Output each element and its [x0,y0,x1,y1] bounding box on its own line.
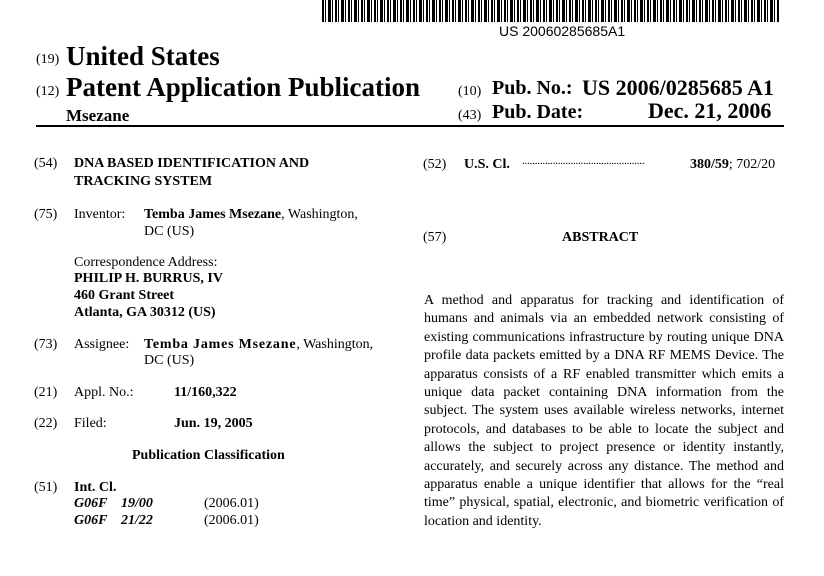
inventor-location-2: DC (US) [144,224,195,239]
uscl-value [690,157,775,173]
pub-no: US 2006/0285685 A1 [582,75,774,100]
filed-label: Filed: [74,416,107,431]
uscl-label: U.S. Cl. [464,157,510,172]
intcl-class-2: G06F [74,513,108,528]
abstract-text: A method and apparatus for tracking and identification of humans and animals via an embedded network consisting of existing communications infrastructure by routing unique DNA profile data packets emitted by a DNA RF MEMS Device. The apparatus consists of a RF enabled transmitter which emits a unique data packet containing DNA information from the subject. The system uses available wireless networks, internet protocols, and databases to be able to locate the subject and allows the subject to project presence or identity instantly, accurately, and securely across any distance. The method and apparatus enable a unique identifier that allows for the “real time” physical, spatial, electronic, and biometric verification of location and identity. [424,293,784,529]
intcl-label: Int. Cl. [74,480,117,495]
inventor-location: , Washington, [281,207,358,222]
correspondence-name: PHILIP H. BURRUS, IV [74,271,223,286]
title-line-1: DNA BASED IDENTIFICATION AND [74,156,310,171]
country-code: (19) [36,52,60,67]
correspondence-label: Correspondence Address: [74,255,218,270]
inventor-label: Inventor: [74,207,126,222]
correspondence-street: 460 Grant Street [74,288,175,303]
assignee-location: , Washington, [296,337,374,352]
appl-label: Appl. No.: [74,385,134,400]
intcl-code: (51) [34,480,58,495]
inventor-surname: Msezane [66,106,130,125]
appl-number: 11/160,322 [174,385,237,400]
header-rule [36,125,784,127]
pub-date: Dec. 21, 2006 [648,98,772,123]
assignee-location-2: DC (US) [144,353,195,368]
assignee-entry [144,337,392,353]
abstract-code: (57) [423,230,447,245]
pub-type-code: (12) [36,84,60,99]
correspondence-city: Atlanta, GA 30312 (US) [74,305,216,320]
uscl-secondary: ; 702/20 [728,157,776,172]
barcode [322,0,780,22]
pub-no-code: (10) [458,84,482,99]
classification-heading: Publication Classification [132,448,285,463]
filed-date: Jun. 19, 2005 [174,416,253,431]
country: United States [66,41,220,71]
title-line-2: TRACKING SYSTEM [74,174,213,189]
assignee-label: Assignee: [74,337,130,352]
barcode-number: US 20060285685A1 [499,23,626,39]
uscl-primary: 380/59 [690,157,729,172]
intcl-group-1: 19/00 [121,496,153,511]
uscl-code: (52) [423,157,447,172]
pub-date-label: Pub. Date: [492,101,584,123]
intcl-year-1: (2006.01) [204,496,259,511]
inventor-code: (75) [34,207,58,222]
inventor-name: Temba James Msezane [144,207,282,222]
appl-code: (21) [34,385,58,400]
assignee-code: (73) [34,337,58,352]
filed-code: (22) [34,416,58,431]
abstract-heading: ABSTRACT [562,230,639,245]
intcl-year-2: (2006.01) [204,513,259,528]
intcl-group-2: 21/22 [121,513,153,528]
intcl-class-1: G06F [74,496,108,511]
pub-type: Patent Application Publication [66,72,421,102]
pub-date-code: (43) [458,108,482,123]
assignee-name: Temba James Msezane [144,337,297,352]
title-code: (54) [34,156,58,171]
uscl-dots: ................................................ [522,155,645,167]
pub-no-label: Pub. No.: [492,77,573,99]
inventor-entry [144,207,358,223]
